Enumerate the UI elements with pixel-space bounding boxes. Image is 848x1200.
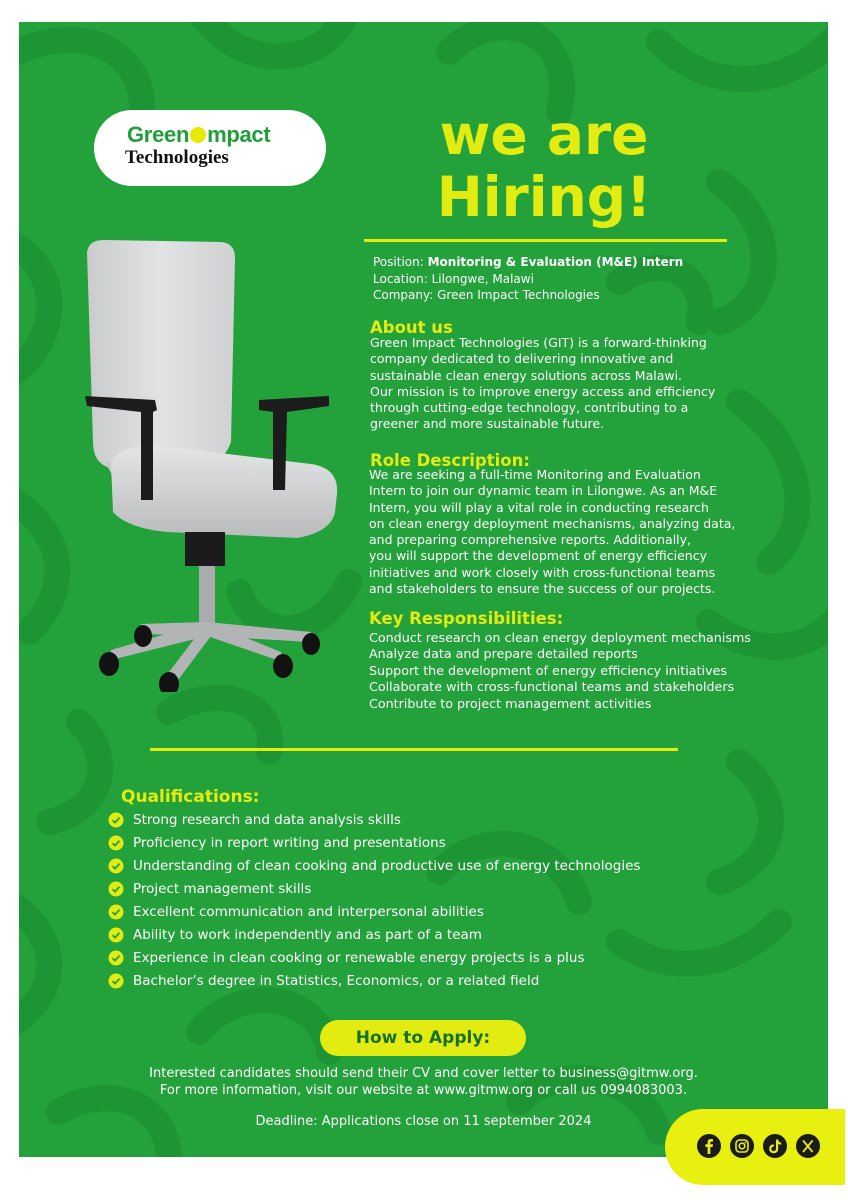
check-badge-icon bbox=[108, 835, 124, 851]
about-title: About us bbox=[370, 318, 453, 337]
social-links bbox=[665, 1109, 845, 1185]
list-item: Analyze data and prepare detailed reports bbox=[369, 646, 638, 662]
list-item: Bachelor’s degree in Statistics, Economics, or a related field bbox=[108, 969, 640, 992]
about-text: Green Impact Technologies (GIT) is a forward-thinking company dedicated to delivering innovative and sustainable clean energy solutions across Malawi. Our mission is to improve energy access and efficiency through cutting-edge technology, contributing to a greener and more sustainable future. bbox=[370, 335, 716, 432]
list-item: Proficiency in report writing and presentations bbox=[108, 831, 640, 854]
logo-dot-icon bbox=[190, 127, 206, 143]
headline-line-2: Hiring! bbox=[436, 165, 652, 229]
list-item: Excellent communication and interpersonal abilities bbox=[108, 900, 640, 923]
list-item: Project management skills bbox=[108, 877, 640, 900]
logo-wordmark: Green mpact bbox=[127, 122, 271, 147]
hiring-poster bbox=[19, 22, 828, 1157]
location-value: Lilongwe, Malawi bbox=[431, 271, 534, 286]
position-value: Monitoring & Evaluation (M&E) Intern bbox=[427, 255, 684, 269]
headline-line-1: we are bbox=[439, 103, 649, 167]
deadline-text: Deadline: Applications close on 11 september 2024 bbox=[255, 1114, 592, 1129]
check-badge-icon bbox=[108, 904, 124, 920]
list-item: Support the development of energy efficiency initiatives bbox=[369, 662, 728, 678]
logo-subtitle: Technologies bbox=[125, 147, 229, 168]
list-item: Experience in clean cooking or renewable energy projects is a plus bbox=[108, 946, 640, 969]
tiktok-icon[interactable] bbox=[762, 1133, 788, 1159]
instagram-icon[interactable] bbox=[729, 1133, 755, 1159]
responsibilities-title: Key Responsibilities: bbox=[369, 609, 564, 628]
x-icon[interactable] bbox=[795, 1133, 821, 1159]
qualifications-title: Qualifications: bbox=[121, 787, 260, 807]
position-row: Position: Monitoring & Evaluation (M&E) Intern bbox=[373, 255, 684, 269]
facebook-icon[interactable] bbox=[696, 1133, 722, 1159]
list-item: Conduct research on clean energy deployment mechanisms bbox=[369, 630, 751, 645]
position-details bbox=[373, 254, 683, 304]
headline bbox=[414, 104, 674, 228]
check-badge-icon bbox=[108, 881, 124, 897]
divider-top bbox=[364, 239, 727, 242]
check-badge-icon bbox=[108, 812, 124, 828]
divider-middle bbox=[150, 748, 678, 751]
check-badge-icon bbox=[108, 927, 124, 943]
location-row: Location: Lilongwe, Malawi bbox=[373, 271, 534, 286]
company-row: Company: Green Impact Technologies bbox=[373, 288, 600, 302]
role-text: We are seeking a full-time Monitoring and Evaluation Intern to join our dynamic team in Lilongwe. As an M&E Intern, you will play a vital role in conducting research on clean energy deployment mechanisms, analyzing data, and preparing comprehensive reports. Additionally, you will support the development of energy efficiency initiatives and work closely with cross-functional teams and stakeholders to ensure the success of our projects. bbox=[369, 467, 736, 597]
contact-line-2: For more information, visit our website at www.gitmw.org or call us 0994083003. bbox=[159, 1083, 688, 1098]
check-badge-icon bbox=[108, 858, 124, 874]
contact-line-1: Interested candidates should send their CV and cover letter to business@gitmw.org. bbox=[149, 1066, 698, 1081]
list-item: Understanding of clean cooking and productive use of energy technologies bbox=[108, 854, 640, 877]
list-item: Collaborate with cross-functional teams and stakeholders bbox=[369, 679, 735, 695]
office-chair-image bbox=[71, 232, 361, 692]
role-title: Role Description: bbox=[370, 451, 530, 470]
company-logo bbox=[94, 110, 326, 186]
responsibilities-list bbox=[369, 630, 751, 712]
check-badge-icon bbox=[108, 950, 124, 966]
qualifications-list bbox=[108, 808, 640, 992]
contact-info bbox=[19, 1065, 828, 1099]
list-item: Ability to work independently and as part of a team bbox=[108, 923, 640, 946]
list-item: Strong research and data analysis skills bbox=[108, 808, 640, 831]
how-to-apply-button[interactable]: How to Apply: bbox=[320, 1020, 526, 1056]
list-item: Contribute to project management activities bbox=[369, 695, 652, 711]
company-value: Green Impact Technologies bbox=[437, 288, 600, 302]
check-badge-icon bbox=[108, 973, 124, 989]
